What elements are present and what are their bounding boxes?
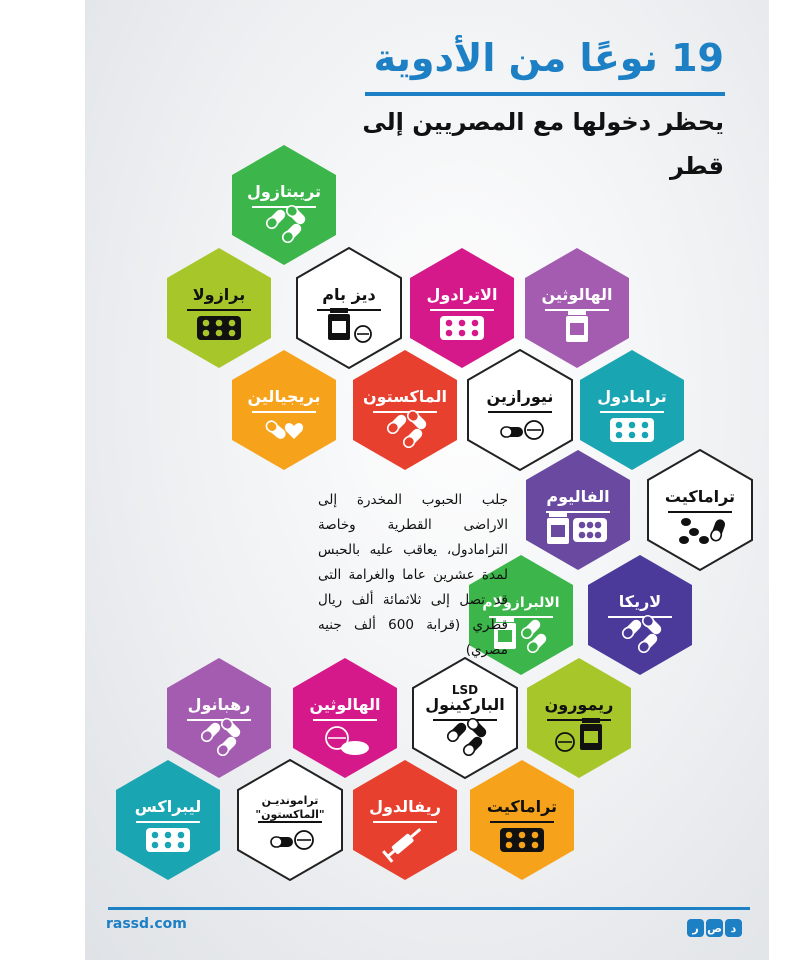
drug-name: تراماكيت: [664, 487, 736, 506]
hexagon-shape: [648, 450, 752, 570]
drug-hexagon: [232, 145, 336, 265]
drug-name: ريمورون: [544, 695, 614, 714]
hexagon-shape: [470, 760, 574, 880]
hexagon-shape: [580, 350, 684, 470]
hexagon-shape: [167, 658, 271, 778]
drug-hexagon: [232, 350, 336, 470]
site-url[interactable]: rassd.com: [106, 916, 187, 932]
page-subtitle: يحظر دخولها مع المصريين إلى قطر: [362, 108, 724, 180]
drug-name: الفاليوم: [546, 487, 610, 506]
drug-hexagon: [468, 350, 572, 470]
blister-pack-icon: [610, 418, 654, 442]
drug-name: الباركينول: [425, 695, 505, 714]
drug-hexagon: [297, 248, 401, 368]
drug-name: نيورازين: [486, 387, 554, 406]
drug-name: تريبتازول: [246, 182, 322, 201]
svg-text:د: د: [730, 922, 737, 935]
drug-hexagon: [648, 450, 752, 570]
hexagon-shape: [353, 350, 457, 470]
hexagon-shape: [468, 350, 572, 470]
hexagon-shape: [297, 248, 401, 368]
medicine-bottle-icon: [566, 310, 588, 342]
drug-name: ليبراكس: [134, 797, 202, 816]
drug-hexagon: [526, 450, 630, 570]
drug-hexagon: [238, 760, 342, 880]
drug-name: ترامونديـن: [261, 794, 319, 807]
drug-name: برازولا: [192, 285, 246, 304]
drug-name: لاريكا: [618, 592, 662, 611]
drug-name: ترامادول: [597, 387, 667, 406]
rassd-logo: [687, 917, 743, 939]
hexagon-shape: [527, 658, 631, 778]
blister-pack-icon: [500, 828, 544, 852]
hexagon-shape: [232, 145, 336, 265]
drug-hexagon: [527, 658, 631, 778]
blister-pack-icon: [197, 316, 241, 340]
svg-text:ر: ر: [692, 922, 699, 935]
drug-hexagon: [167, 658, 271, 778]
drug-hexagon: [293, 658, 397, 778]
drug-name: الهالوثين: [309, 695, 381, 714]
hexagon-shape: [232, 350, 336, 470]
drug-hexagon: [580, 350, 684, 470]
blister-pack-icon: [440, 316, 484, 340]
hexagon-shape: [167, 248, 271, 368]
page-title: 19 نوعًا من الأدوية: [373, 36, 724, 80]
drug-hexagon: [525, 248, 629, 368]
drug-name: الماكستون: [362, 387, 448, 406]
drug-hexagon: [470, 760, 574, 880]
drug-name: تراماكيت: [486, 797, 558, 816]
drug-hexagon: [353, 350, 457, 470]
drug-hexagon: [167, 248, 271, 368]
footer-divider: [108, 907, 750, 910]
drug-name: بريجيالين: [247, 387, 321, 406]
drug-hexagon: [116, 760, 220, 880]
hexagon-shape: [410, 248, 514, 368]
drug-hexagon: [410, 248, 514, 368]
drug-name: الهالوثين: [541, 285, 613, 304]
drug-name: ديز بام: [322, 285, 376, 304]
hexagon-shape: [588, 555, 692, 675]
drug-subname: LSD: [451, 683, 479, 697]
drug-name: ريفالدول: [369, 797, 441, 816]
hexagon-shape: [413, 658, 517, 778]
drug-name: رهبانول: [187, 695, 251, 714]
penalty-description: جلب الحبوب المخدرة إلى الاراضى القطرية وخاصة الترامادول، يعاقب عليه بالحبس لمدة عشرين عاما والغرامة التى قد تصل إلى ثلاثمائة ألف ريال قطري (قرابة 600 ألف جنيه مصري): [318, 492, 509, 658]
drug-name: الالبرازولام: [482, 595, 560, 611]
hexagon-shape: [353, 760, 457, 880]
hexagon-shape: [293, 658, 397, 778]
drug-hexagon: [353, 760, 457, 880]
svg-text:ص: ص: [707, 922, 722, 935]
drug-hexagon: [413, 658, 517, 778]
drug-name: "الماكستون": [255, 808, 325, 821]
hexagon-shape: [116, 760, 220, 880]
blister-pack-icon: [146, 828, 190, 852]
hexagon-shape: [526, 450, 630, 570]
drug-name: الاترادول: [426, 285, 498, 304]
hexagon-shape: [525, 248, 629, 368]
drug-hexagon: [588, 555, 692, 675]
